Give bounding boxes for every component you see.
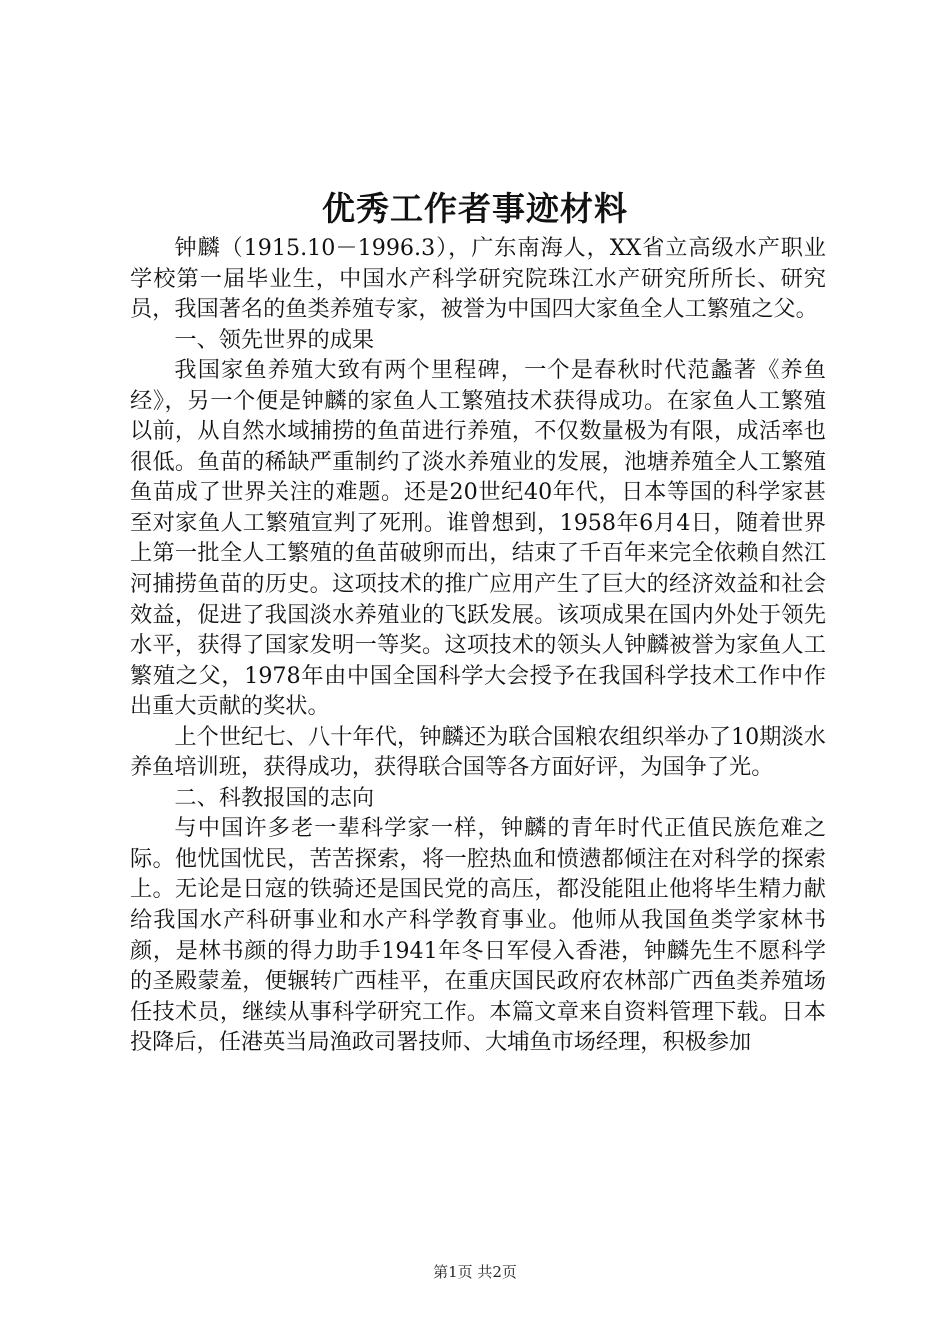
- page-footer: 第1页 共2页: [433, 1263, 517, 1281]
- intro-paragraph: 钟麟（1915.10－1996.3），广东南海人，XX省立高级水产职业学校第一届毕业生，中国水产科学研究院珠江水产研究所所长、研究员，我国著名的鱼类养殖专家，被誉为中国四大家鱼全人工繁殖之父。: [130, 235, 826, 323]
- achievement-paragraph: 我国家鱼养殖大致有两个里程碑，一个是春秋时代范蠡著《养鱼经》，另一个便是钟麟的家鱼人工繁殖技术获得成功。在家鱼人工繁殖以前，从自然水域捕捞的鱼苗进行养殖，不仅数量极为有限，成活率也很低。鱼苗的稀缺严重制约了淡水养殖业的发展，池塘养殖全人工繁殖鱼苗成了世界关注的难题。还是20世纪40年代，日本等国的科学家甚至对家鱼人工繁殖宣判了死刑。谁曾想到，1958年6月4日，随着世界上第一批全人工繁殖的鱼苗破卵而出，结束了千百年来完全依赖自然江河捕捞鱼苗的历史。这项技术的推广应用产生了巨大的经济效益和社会效益，促进了我国淡水养殖业的飞跃发展。该项成果在国内外处于领先水平，获得了国家发明一等奖。这项技术的领头人钟麟被誉为家鱼人工繁殖之父，1978年由中国全国科学大会授予在我国科学技术工作中作出重大贡献的奖状。: [130, 357, 826, 720]
- document-title: 优秀工作者事迹材料: [322, 189, 628, 228]
- ambition-paragraph: 与中国许多老一辈科学家一样，钟麟的青年时代正值民族危难之际。他忧国忧民，苦苦探索，将一腔热血和愤懑都倾注在对科学的探索上。无论是日寇的铁骑还是国民党的高压，都没能阻止他将毕生精力献给我国水产科研事业和水产科学教育事业。他师从我国鱼类学家林书颜，是林书颜的得力助手1941年冬日军侵入香港，钟麟先生不愿科学的圣殿蒙羞，便辗转广西桂平，在重庆国民政府农林部广西鱼类养殖场任技术员，继续从事科学研究工作。本篇文章来自资料管理下载。日本投降后，任港英当局渔政司署技师、大埔鱼市场经理，积极参加: [130, 815, 826, 1056]
- section-heading-2: 二、科教报国的志向: [174, 784, 375, 811]
- section-heading-1: 一、领先世界的成果: [174, 326, 375, 353]
- document-body: [130, 233, 826, 1058]
- training-paragraph: 上个世纪七、八十年代，钟麟还为联合国粮农组织举办了10期淡水养鱼培训班，获得成功，获得联合国等各方面好评，为国争了光。: [130, 723, 826, 781]
